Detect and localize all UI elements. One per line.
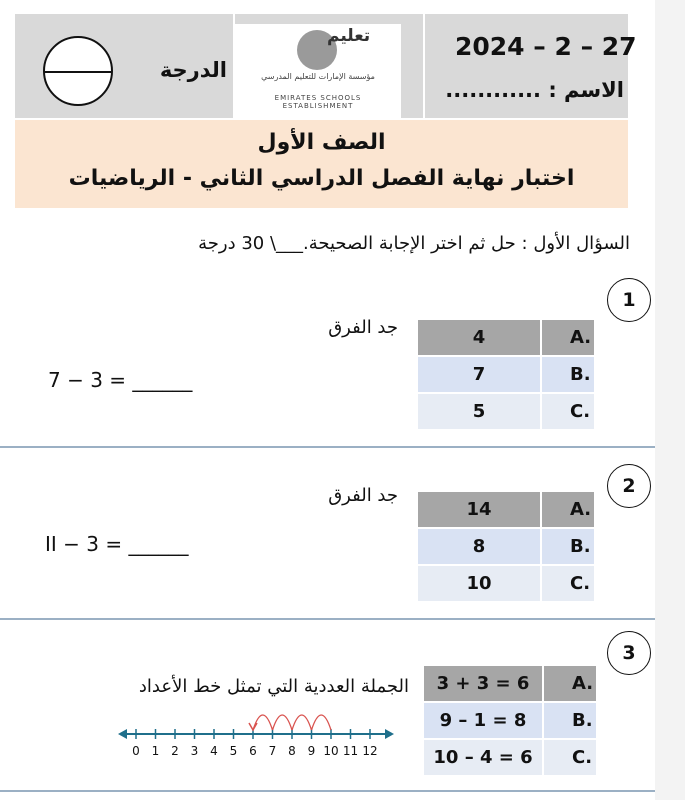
question-separator [0,446,655,448]
question-prompt: جد الفرق [328,317,398,338]
option-value: 5 [417,393,541,430]
number-line-tick-label: 7 [268,744,277,758]
logo-org-english [235,94,401,110]
number-line-tick-label: 11 [342,744,359,758]
date-name-cell [425,14,637,118]
answer-options [416,490,596,603]
number-line-tick-label: 9 [307,744,316,758]
answer-options [422,664,598,777]
number-line-tick-label: 10 [323,744,339,758]
question-prompt: جد الفرق [328,485,398,506]
question-number: 2 [607,464,651,508]
header-title-band [15,120,628,208]
number-line [118,700,394,766]
answer-option[interactable] [417,565,595,602]
number-line-tick-label: 6 [249,744,257,758]
logo-org-arabic: مؤسسة الإمارات للتعليم المدرسي [261,72,375,81]
option-label: B. [541,528,595,565]
option-value: 7 [417,356,541,393]
question-separator [0,790,655,792]
exam-header [15,14,637,208]
number-line-jump-arrowhead [249,723,257,730]
number-line-jump [273,715,293,730]
logo-word: تعليم [327,26,371,46]
number-line-tick-label: 4 [210,744,218,758]
option-label: A. [541,319,595,356]
question-prompt: الجملة العددية التي تمثل خط الأعداد [138,676,409,697]
exam-date: 2024 – 2 – 27 [455,32,637,61]
class-title: الصف الأول [257,130,386,155]
answer-option[interactable] [423,739,597,776]
answer-option[interactable] [423,702,597,739]
number-line-jump [292,715,312,730]
logo-org-english-line1: EMIRATES SCHOOLS [274,94,362,102]
number-line-arrow-left [118,729,127,739]
number-line-tick-label: 0 [132,744,140,758]
number-line-tick-label: 12 [362,744,378,758]
grade-cell [15,14,233,118]
option-label: C. [543,739,597,776]
logo-org-english-line2: ESTABLISHMENT [282,102,354,110]
option-value: 10 [417,565,541,602]
option-label: A. [543,665,597,702]
answer-option[interactable] [417,528,595,565]
answer-options [416,318,596,431]
answer-option[interactable] [417,356,595,393]
question-equation: II − 3 = ______ [45,532,189,556]
option-value: 4 [417,319,541,356]
number-line-tick-label: 2 [171,744,179,758]
option-value: 10 – 4 = 6 [423,739,543,776]
option-label: C. [541,565,595,602]
option-value: 8 [417,528,541,565]
answer-option[interactable] [417,491,595,528]
number-line-tick-label: 1 [151,744,160,758]
number-line-tick-label: 8 [288,744,296,758]
number-line-arrow-right [385,729,394,739]
question-number: 3 [607,631,651,675]
grade-label: الدرجة [159,58,227,82]
question-equation: 7 − 3 = ______ [48,368,193,392]
option-label: B. [541,356,595,393]
option-label: C. [541,393,595,430]
page-edge [655,0,685,800]
number-line-jump [253,715,273,730]
option-label: B. [543,702,597,739]
number-line-jump [312,715,332,730]
option-value: 9 – 1 = 8 [423,702,543,739]
header-top-row [15,14,637,118]
question-separator [0,618,655,620]
school-logo [235,24,401,118]
answer-option[interactable] [417,319,595,356]
answer-option[interactable] [417,393,595,430]
student-name-field[interactable]: الاسم : ............ [445,78,624,102]
number-line-tick-label: 5 [229,744,238,758]
question-number: 1 [607,278,651,322]
answer-option[interactable] [423,665,597,702]
section-instructions: السؤال الأول : حل ثم اختر الإجابة الصحيحة.___\ 30 درجة [198,233,630,254]
option-label: A. [541,491,595,528]
grade-circle [43,36,113,106]
exam-title: اختبار نهاية الفصل الدراسي الثاني - الرياضيات [68,166,575,191]
option-value: 14 [417,491,541,528]
option-value: 3 + 3 = 6 [423,665,543,702]
number-line-tick-label: 3 [190,744,199,758]
